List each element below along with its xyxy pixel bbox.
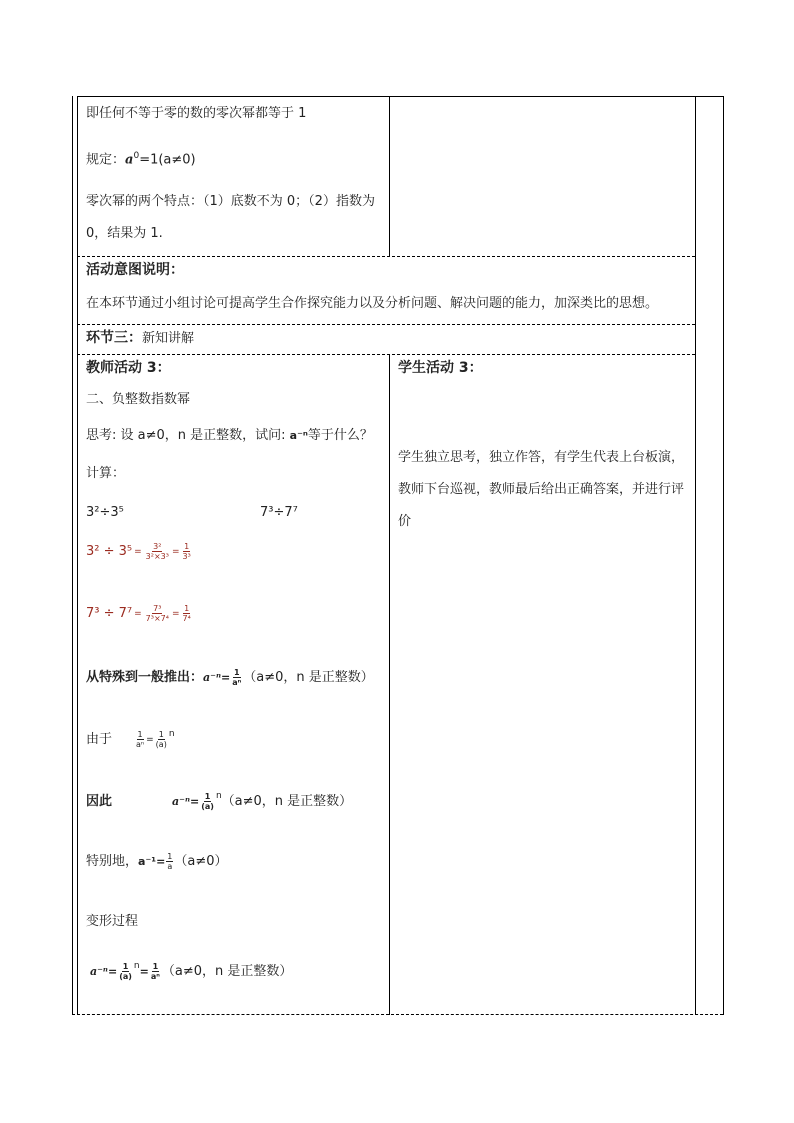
- red1-result: [182, 542, 192, 561]
- section-heading: 环节三：: [86, 330, 142, 346]
- student-activity-text: 学生独立思考，独立作答，有学生代表上台板演，教师下台巡视，教师最后给出正确答案，并进行评价: [398, 450, 685, 529]
- calc-label: 计算：: [86, 466, 126, 481]
- general-fraction: [231, 668, 242, 687]
- intent-text: 在本环节通过小组讨论可提高学生合作探究能力以及分析问题、解决问题的能力，加深类比的思想。: [86, 296, 659, 311]
- table-bottom-border: [72, 1014, 723, 1015]
- special-numerator: 1: [167, 852, 173, 861]
- row-divider-3: [77, 354, 695, 355]
- table-column-divider-top: [389, 96, 390, 256]
- special-prefix: 特别地，: [86, 853, 139, 869]
- general-rule: [86, 668, 374, 687]
- therefore-lhs: a⁻ⁿ=: [172, 794, 200, 808]
- red2-fraction: [145, 604, 170, 623]
- because-paren-denominator: ( a ): [155, 740, 168, 749]
- section-row: [86, 330, 194, 347]
- red1-denominator: 3²×3³: [145, 552, 169, 561]
- special-fraction: [166, 852, 173, 871]
- because-numerator: 1: [137, 730, 143, 739]
- think-suffix: 等于什么？: [307, 428, 373, 443]
- transform-numerator: 1: [122, 962, 129, 971]
- red2-result-denominator: 7⁴: [182, 614, 191, 623]
- transform-equals: =: [139, 964, 149, 978]
- therefore-label: 因此: [86, 793, 113, 809]
- general-numerator: 1: [233, 668, 240, 677]
- intent-heading: 活动意图说明：: [86, 262, 184, 278]
- transform-denominator-2: aⁿ: [150, 972, 160, 981]
- red2-numerator: 7³: [153, 604, 162, 613]
- transform-condition: （a≠0，n 是正整数）: [161, 963, 293, 979]
- general-condition: （a≠0，n 是正整数）: [243, 669, 374, 685]
- red-formula-1: 3² ÷ 3⁵ = $\frac{\text{3²}}{\text{3²×3³}}$ = $\frac{1}{\text{3³}}$: [86, 542, 191, 561]
- transform-label: 变形过程: [86, 914, 139, 929]
- special-denominator: a: [167, 862, 173, 871]
- therefore-condition: （a≠0，n 是正整数）: [221, 793, 353, 809]
- transform-fraction: [118, 962, 133, 981]
- because-label: 由于: [86, 731, 113, 747]
- zero-power-rule: [86, 148, 196, 168]
- calc-expression-2: 7³÷7⁷: [260, 505, 298, 520]
- red2-result: [182, 604, 192, 623]
- rule-exponent: 0: [133, 151, 140, 161]
- red1-result-numerator: 1: [184, 542, 190, 551]
- therefore-numerator: 1: [204, 792, 211, 801]
- therefore-denominator: ( a ): [200, 802, 215, 811]
- because-denominator: aⁿ: [136, 740, 145, 749]
- red-formula-2: 7³ ÷ 7⁷ = $\frac{\text{7³}}{\text{7³×7⁴}}$ = $\frac{1}{\text{7⁴}}$: [86, 604, 191, 623]
- red2-lhs: 7³ ÷ 7⁷: [86, 606, 133, 621]
- table-outer-right-border: [723, 96, 724, 1015]
- transform-row: [90, 962, 292, 981]
- general-lhs: a⁻ⁿ=: [203, 670, 231, 684]
- general-label: 从特殊到一般推出：: [86, 669, 204, 685]
- red1-result-denominator: 3³: [182, 552, 191, 561]
- table-left-border: [72, 96, 73, 1015]
- section-title: 新知讲解: [142, 331, 195, 346]
- because-exponent: n: [168, 729, 175, 739]
- because-paren-numerator: 1: [158, 730, 164, 739]
- row-divider-2: [77, 324, 695, 325]
- zero-power-statement: 即任何不等于零的数的零次幂都等于 1: [86, 106, 307, 121]
- table-inner-left-border: [77, 96, 78, 1015]
- think-question: [86, 428, 373, 444]
- therefore-fraction: [200, 792, 215, 811]
- red1-lhs: 3² ÷ 3⁵: [86, 544, 133, 559]
- transform-numerator-2: 1: [152, 962, 159, 971]
- red2-result-numerator: 1: [184, 604, 190, 613]
- think-prefix: 思考: 设 a≠0，n 是正整数，试问:: [86, 428, 290, 443]
- because-row: [86, 730, 175, 749]
- calc-expression-1: 3²÷3⁵: [86, 505, 124, 520]
- table-right-border: [695, 96, 696, 1015]
- because-equals: =: [146, 734, 154, 745]
- table-top-border: [77, 96, 723, 97]
- zero-power-features: 零次幂的两个特点：（1）底数不为 0；（2）指数为 0，结果为 1.: [86, 194, 375, 241]
- special-condition: （a≠0）: [174, 853, 228, 869]
- transform-lhs: a⁻ⁿ=: [90, 964, 118, 978]
- transform-fraction-2: [150, 962, 161, 981]
- rule-prefix: 规定：: [86, 152, 126, 168]
- transform-exponent: n: [133, 961, 140, 971]
- think-expression: a⁻ⁿ: [289, 429, 308, 442]
- rule-base: a: [125, 152, 134, 168]
- red2-denominator: 7³×7⁴: [145, 614, 169, 623]
- because-fraction: [135, 730, 145, 749]
- teacher-heading: 教师活动 3：: [86, 360, 171, 376]
- table-column-divider-bottom: [389, 354, 390, 1015]
- student-heading: 学生活动 3：: [398, 360, 483, 376]
- row-divider-1: [77, 256, 695, 257]
- general-denominator: aⁿ: [232, 678, 242, 687]
- special-lhs: a⁻¹=: [138, 854, 166, 868]
- rule-tail: =1(a≠0): [139, 152, 196, 168]
- therefore-row: [86, 792, 352, 811]
- special-row: [86, 852, 228, 871]
- red1-numerator: 3²: [153, 542, 162, 551]
- teacher-subtitle: 二、负整数指数幂: [86, 392, 191, 407]
- red1-fraction: [145, 542, 170, 561]
- because-paren-fraction: [155, 730, 168, 749]
- transform-denominator: ( a ): [118, 972, 133, 981]
- therefore-exponent: n: [215, 791, 222, 801]
